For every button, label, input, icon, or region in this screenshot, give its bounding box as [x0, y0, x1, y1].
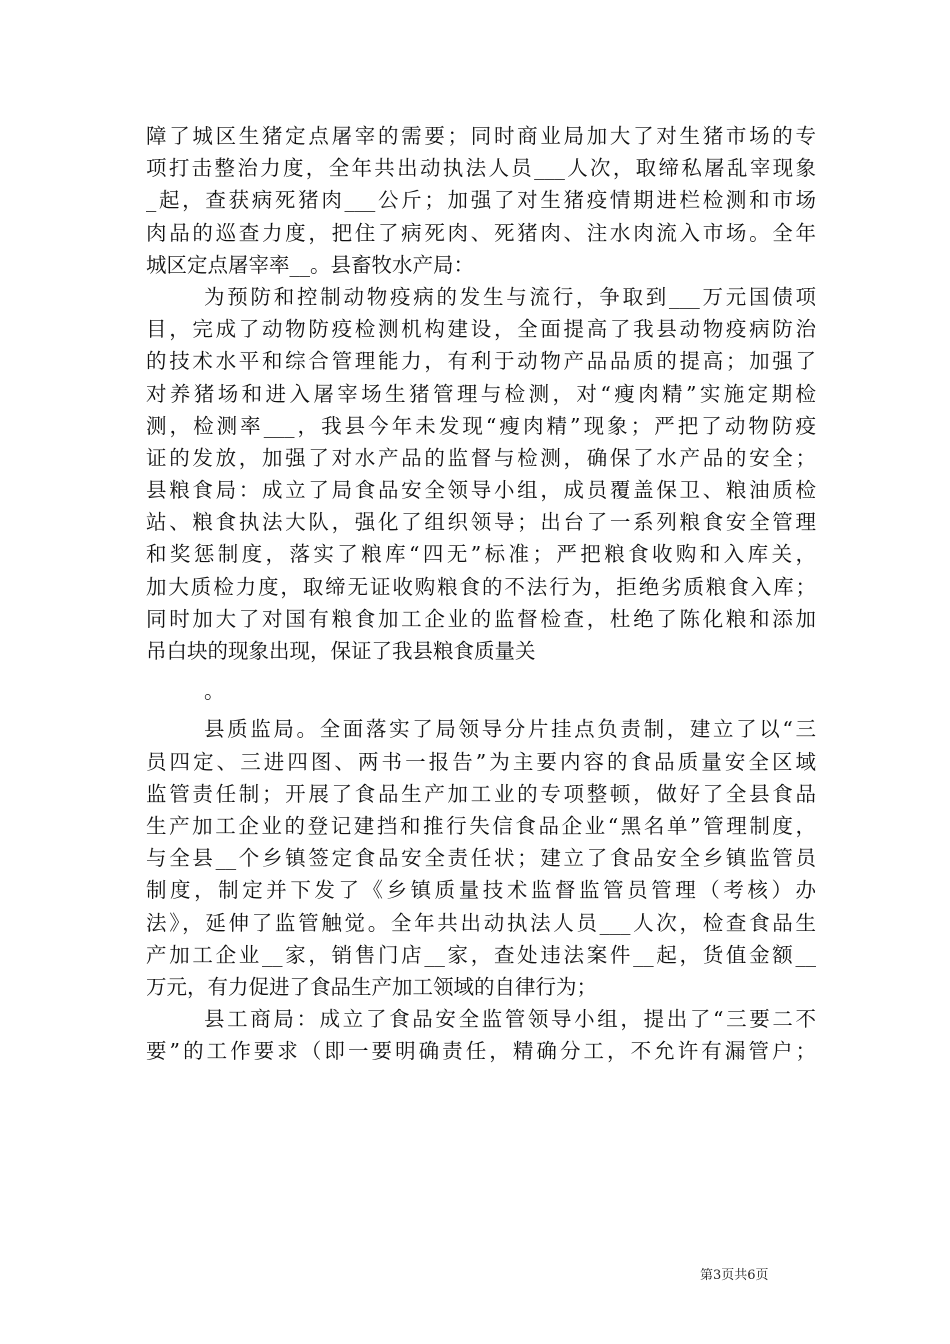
- text-line: 肉品的巡查力度，把住了病死肉、死猪肉、注水肉流入市场。全年: [146, 220, 816, 245]
- text-line: 产加工企业__家，销售门店__家，查处违法案件__起，货值金额__: [146, 942, 816, 967]
- text-line: 站、粮食执法大队，强化了组织领导；出台了一系列粮食安全管理: [146, 510, 816, 535]
- text-line: 测，检测率___，我县今年未发现“瘦肉精”现象；严把了动物防疫: [146, 413, 816, 438]
- text-line: 同时加大了对国有粮食加工企业的监督检查，杜绝了陈化粮和添加: [146, 606, 816, 631]
- document-body: [146, 120, 816, 1067]
- text-line: 与全县__个乡镇签定食品安全责任状；建立了食品安全乡镇监管员: [146, 846, 816, 871]
- text-line: 城区定点屠宰率__。县畜牧水产局：: [146, 252, 474, 277]
- text-line: 目，完成了动物防疫检测机构建设，全面提高了我县动物疫病防治: [146, 317, 816, 342]
- text-line: 吊白块的现象出现，保证了我县粮食质量关: [146, 639, 536, 663]
- text-line: 法》，延伸了监管触觉。全年共出动执法人员___人次，检查食品生: [146, 910, 816, 935]
- text-line: 和奖惩制度，落实了粮库“四无”标准；严把粮食收购和入库关，: [146, 542, 816, 567]
- text-line: _起，查获病死猪肉___公斤；加强了对生猪疫情期进栏检测和市场: [146, 188, 816, 213]
- page-number: 第3页共6页: [700, 1268, 769, 1283]
- text-line: 的技术水平和综合管理能力，有利于动物产品品质的提高；加强了: [146, 349, 816, 374]
- text-line: 县粮食局：成立了局食品安全领导小组，成员覆盖保卫、粮油质检: [146, 478, 816, 503]
- text-line: 监管责任制；开展了食品生产加工业的专项整顿，做好了全县食品: [146, 781, 816, 806]
- paragraph-start-line: 为预防和控制动物疫病的发生与流行，争取到___万元国债项: [204, 284, 816, 309]
- text-line: 员四定、三进四图、两书一报告”为主要内容的食品质量安全区域: [146, 749, 816, 774]
- period-line: 。: [204, 679, 225, 704]
- text-line: 证的发放，加强了对水产品的监督与检测，确保了水产品的安全；: [146, 445, 816, 470]
- paragraph-start-line: 县工商局：成立了食品安全监管领导小组，提出了“三要二不: [204, 1007, 816, 1032]
- text-line: 要”的工作要求（即一要明确责任，精确分工，不允许有漏管户；: [146, 1039, 816, 1064]
- text-line: 项打击整治力度，全年共出动执法人员___人次，取缔私屠乱宰现象: [146, 156, 816, 181]
- text-line: 生产加工企业的登记建挡和推行失信食品企业“黑名单”管理制度，: [146, 813, 816, 838]
- text-line: 加大质检力度，取缔无证收购粮食的不法行为，拒绝劣质粮食入库；: [146, 574, 816, 599]
- paragraph-start-line: 县质监局。全面落实了局领导分片挂点负责制，建立了以“三: [204, 717, 816, 742]
- text-line: 障了城区生猪定点屠宰的需要；同时商业局加大了对生猪市场的专: [146, 124, 816, 148]
- text-line: 万元，有力促进了食品生产加工领域的自律行为；: [146, 974, 597, 999]
- text-line: 制度，制定并下发了《乡镇质量技术监督监管员管理（考核）办: [146, 878, 816, 903]
- text-line: 对养猪场和进入屠宰场生猪管理与检测，对“瘦肉精”实施定期检: [146, 381, 816, 406]
